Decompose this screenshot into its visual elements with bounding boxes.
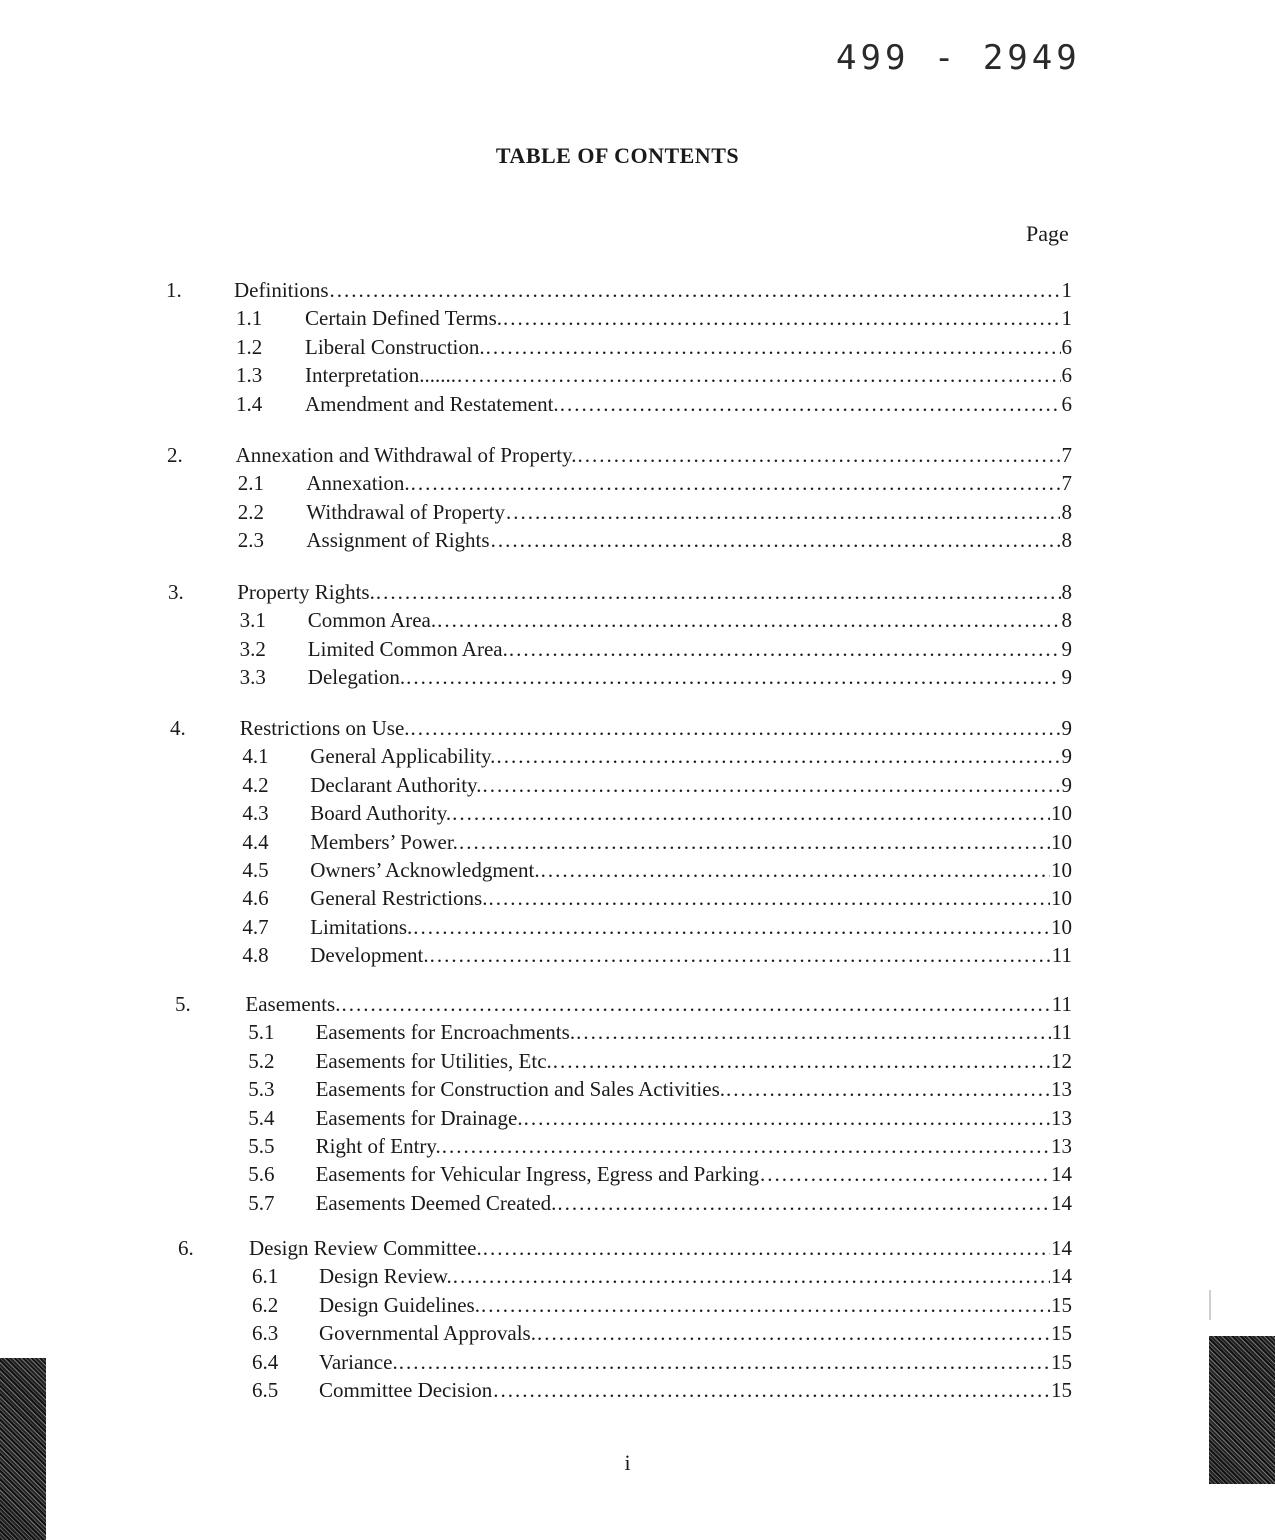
toc-entry-line xyxy=(306,498,1072,526)
toc-subsection-row xyxy=(242,856,1072,884)
toc-subsection-row xyxy=(252,1262,1072,1290)
toc-page-number: 13 xyxy=(1050,1077,1072,1101)
toc-label: Design Review. xyxy=(319,1264,452,1288)
toc-number: 4.3 xyxy=(242,801,269,825)
dot-leader xyxy=(506,498,1060,526)
toc-number: 1.4 xyxy=(236,392,263,416)
toc-number: 4.4 xyxy=(242,830,269,854)
dot-leader xyxy=(453,1262,1050,1290)
toc-page-number: 14 xyxy=(1051,1264,1072,1288)
toc-entry-line xyxy=(305,304,1072,332)
dot-leader xyxy=(496,742,1060,770)
toc-subsection-row xyxy=(248,1104,1072,1132)
toc-label: Easements for Encroachments. xyxy=(315,1020,576,1044)
toc-entry-line xyxy=(316,1047,1072,1075)
toc-entry-line xyxy=(319,1262,1072,1290)
toc-number: 6.3 xyxy=(252,1321,279,1345)
toc-page-number: 8 xyxy=(1061,608,1072,632)
toc-page-number: 10 xyxy=(1050,830,1072,854)
toc-number: 1. xyxy=(166,278,182,302)
dot-leader xyxy=(760,1160,1050,1188)
toc-page-number: 14 xyxy=(1050,1162,1072,1186)
toc-entry-line xyxy=(305,333,1072,361)
toc-number: 2.1 xyxy=(237,471,265,495)
toc-entry-line xyxy=(319,1376,1072,1404)
toc-label: Easements for Construction and Sales Activities. xyxy=(315,1077,726,1101)
toc-label: Annexation. xyxy=(306,471,410,495)
toc-number: 4.8 xyxy=(242,943,269,967)
toc-number: 3.2 xyxy=(239,637,266,661)
toc-subsection-row xyxy=(238,498,1072,526)
toc-number: 4.6 xyxy=(242,886,269,910)
toc-number: 5.4 xyxy=(248,1106,275,1130)
toc-subsection-row xyxy=(248,1075,1072,1103)
toc-page-number: 1 xyxy=(1061,278,1072,302)
toc-number: 5. xyxy=(175,992,191,1016)
toc-page-number: 14 xyxy=(1050,1191,1072,1215)
toc-page-number: 15 xyxy=(1051,1321,1072,1345)
toc-page-number: 11 xyxy=(1051,943,1072,967)
toc-number: 5.6 xyxy=(248,1162,275,1186)
toc-subsection-row xyxy=(242,828,1072,856)
toc-number: 4.7 xyxy=(242,915,269,939)
toc-entry-line xyxy=(316,1132,1072,1160)
dot-leader xyxy=(411,469,1061,497)
toc-page-number: 1 xyxy=(1061,306,1072,330)
toc-entry-line xyxy=(310,828,1072,856)
toc-number: 2.2 xyxy=(237,500,265,524)
toc-label: Easements Deemed Created. xyxy=(315,1191,557,1215)
toc-entry-line xyxy=(236,441,1072,469)
toc-entry-line xyxy=(310,799,1072,827)
toc-page-number: 10 xyxy=(1050,886,1072,910)
dot-leader xyxy=(493,1376,1050,1404)
footer-page-number: i xyxy=(624,1450,631,1475)
toc-entry-line xyxy=(310,856,1072,884)
toc-section-row xyxy=(167,441,1072,469)
toc-subsection-row xyxy=(242,913,1072,941)
toc-entry-line xyxy=(319,1291,1072,1319)
toc-label: Design Guidelines. xyxy=(319,1293,480,1317)
toc-page-number: 9 xyxy=(1061,637,1072,661)
toc-label: Common Area. xyxy=(307,608,437,632)
toc-label: Easements for Vehicular Ingress, Egress and Parking xyxy=(315,1162,759,1186)
toc-subsection-row xyxy=(242,771,1072,799)
toc-label: Property Rights. xyxy=(237,580,375,604)
toc-number: 6.2 xyxy=(252,1293,279,1317)
toc-page-number: 8 xyxy=(1061,580,1072,604)
toc-label: Board Authority. xyxy=(310,801,452,825)
dot-leader xyxy=(399,1348,1050,1376)
toc-page-number: 15 xyxy=(1051,1350,1072,1374)
toc-label: Restrictions on Use. xyxy=(239,716,410,740)
dot-leader xyxy=(488,884,1050,912)
toc-label: Liberal Construction. xyxy=(305,335,485,359)
toc-number: 1.3 xyxy=(236,363,263,387)
toc-label: Certain Defined Terms. xyxy=(305,306,502,330)
toc-entry-line xyxy=(310,941,1072,969)
toc-label: Declarant Authority. xyxy=(310,773,482,797)
dot-leader xyxy=(430,941,1051,969)
toc-page-number: 11 xyxy=(1051,992,1072,1016)
toc-subsection-row xyxy=(248,1160,1072,1188)
dot-leader xyxy=(459,828,1050,856)
toc-number: 4.5 xyxy=(242,858,269,882)
toc-subsection-row xyxy=(242,799,1072,827)
toc-entry-line xyxy=(234,276,1072,304)
toc-number: 6.1 xyxy=(252,1264,279,1288)
toc-page-number: 6 xyxy=(1061,363,1072,387)
toc-entry-line xyxy=(310,742,1072,770)
toc-page-number: 9 xyxy=(1061,773,1072,797)
toc-subsection-row xyxy=(240,606,1072,634)
dot-leader xyxy=(483,1234,1050,1262)
dot-leader xyxy=(376,578,1061,606)
toc-number: 1.1 xyxy=(236,306,263,330)
toc-entry-line xyxy=(305,361,1072,389)
toc-subsection-row xyxy=(236,361,1072,389)
toc-label: Interpretation....... xyxy=(305,363,457,387)
toc-subsection-row xyxy=(242,941,1072,969)
toc-subsection-row xyxy=(248,1047,1072,1075)
scan-speck xyxy=(1209,1290,1211,1320)
toc-page-number: 8 xyxy=(1061,500,1072,524)
toc-page-number: 15 xyxy=(1051,1293,1072,1317)
dot-leader xyxy=(457,361,1060,389)
dot-leader xyxy=(557,1189,1050,1217)
dot-leader xyxy=(491,526,1061,554)
toc-label: General Applicability. xyxy=(310,744,496,768)
toc-entry-line xyxy=(308,606,1072,634)
dot-leader xyxy=(411,714,1061,742)
dot-leader xyxy=(560,390,1061,418)
dot-leader xyxy=(537,1319,1050,1347)
toc-number: 4. xyxy=(170,716,186,740)
toc-page-number: 7 xyxy=(1061,443,1072,467)
toc-page-number: 13 xyxy=(1050,1134,1072,1158)
toc-number: 6.4 xyxy=(252,1350,279,1374)
dot-leader xyxy=(578,441,1061,469)
scan-artifact-right xyxy=(1209,1336,1275,1484)
toc-entry-line xyxy=(310,771,1072,799)
toc-entry-line xyxy=(308,635,1072,663)
document-stamp-number: 499 - 2949 xyxy=(836,38,1081,78)
toc-page-number: 9 xyxy=(1061,665,1072,689)
toc-entry-line xyxy=(237,578,1072,606)
toc-subsection-row xyxy=(252,1376,1072,1404)
toc-label: Committee Decision xyxy=(319,1378,493,1402)
toc-number: 1.2 xyxy=(236,335,263,359)
toc-label: Easements for Drainage. xyxy=(315,1106,523,1130)
toc-number: 5.7 xyxy=(248,1191,275,1215)
toc-label: Easements for Utilities, Etc. xyxy=(315,1049,552,1073)
toc-label: Design Review Committee. xyxy=(249,1236,482,1260)
toc-number: 4.2 xyxy=(242,773,269,797)
toc-label: Easements. xyxy=(245,992,341,1016)
toc-subsection-row xyxy=(238,469,1072,497)
toc-entry-line xyxy=(316,1018,1072,1046)
toc-page-number: 6 xyxy=(1061,392,1072,416)
dot-leader xyxy=(330,276,1061,304)
toc-subsection-row xyxy=(252,1291,1072,1319)
toc-number: 6. xyxy=(178,1236,194,1260)
toc-label: Limitations. xyxy=(310,915,413,939)
toc-page-number: 9 xyxy=(1061,716,1072,740)
toc-entry-line xyxy=(310,884,1072,912)
toc-label: Definitions xyxy=(234,278,329,302)
dot-leader xyxy=(406,663,1060,691)
toc-label: Amendment and Restatement. xyxy=(305,392,559,416)
toc-page-number: 15 xyxy=(1051,1378,1072,1402)
dot-leader xyxy=(481,1291,1050,1319)
toc-section-row xyxy=(175,990,1072,1018)
toc-entry-line xyxy=(306,526,1072,554)
dot-leader xyxy=(726,1075,1050,1103)
toc-entry-line xyxy=(306,469,1072,497)
toc-page-number: 9 xyxy=(1061,744,1072,768)
toc-entry-line xyxy=(249,1234,1072,1262)
toc-page-number: 6 xyxy=(1061,335,1072,359)
toc-label: General Restrictions. xyxy=(310,886,488,910)
toc-number: 2. xyxy=(167,443,183,467)
toc-entry-line xyxy=(245,990,1072,1018)
toc-entry-line xyxy=(305,390,1072,418)
toc-number: 3. xyxy=(168,580,184,604)
toc-page-number: 12 xyxy=(1050,1049,1072,1073)
dot-leader xyxy=(553,1047,1050,1075)
toc-number: 6.5 xyxy=(252,1378,279,1402)
toc-subsection-row xyxy=(252,1348,1072,1376)
toc-section-row xyxy=(168,578,1072,606)
toc-subsection-row xyxy=(242,884,1072,912)
dot-leader xyxy=(413,913,1050,941)
toc-number: 2.3 xyxy=(237,528,265,552)
toc-label: Annexation and Withdrawal of Property. xyxy=(235,443,577,467)
toc-entry-line xyxy=(308,663,1072,691)
toc-number: 4.1 xyxy=(242,744,269,768)
toc-label: Withdrawal of Property xyxy=(306,500,505,524)
dot-leader xyxy=(486,333,1061,361)
toc-page-number: 8 xyxy=(1061,528,1072,552)
toc-page-number: 10 xyxy=(1050,801,1072,825)
toc-page-number: 7 xyxy=(1061,471,1072,495)
toc-subsection-row xyxy=(236,333,1072,361)
dot-leader xyxy=(503,304,1061,332)
toc-entry-line xyxy=(316,1104,1072,1132)
toc-number: 3.3 xyxy=(239,665,266,689)
dot-leader xyxy=(482,771,1060,799)
toc-entry-line xyxy=(316,1075,1072,1103)
toc-page-number: 10 xyxy=(1050,915,1072,939)
toc-label: Development. xyxy=(310,943,429,967)
page-column-heading: Page xyxy=(1026,221,1069,246)
toc-subsection-row xyxy=(236,304,1072,332)
toc-section-row xyxy=(170,714,1072,742)
toc-label: Delegation. xyxy=(307,665,406,689)
toc-label: Limited Common Area. xyxy=(307,637,508,661)
toc-label: Assignment of Rights xyxy=(306,528,490,552)
toc-entry-line xyxy=(316,1160,1072,1188)
toc-subsection-row xyxy=(248,1018,1072,1046)
dot-leader xyxy=(442,1132,1050,1160)
toc-subsection-row xyxy=(238,526,1072,554)
toc-page-number: 14 xyxy=(1051,1236,1072,1260)
toc-page-number: 11 xyxy=(1051,1020,1072,1044)
toc-subsection-row xyxy=(248,1189,1072,1217)
toc-entry-line xyxy=(319,1319,1072,1347)
dot-leader xyxy=(509,635,1061,663)
toc-number: 5.3 xyxy=(248,1077,275,1101)
toc-page-number: 13 xyxy=(1050,1106,1072,1130)
toc-entry-line xyxy=(310,913,1072,941)
toc-entry-line xyxy=(319,1348,1072,1376)
toc-page-number: 10 xyxy=(1050,858,1072,882)
toc-subsection-row xyxy=(242,742,1072,770)
dot-leader xyxy=(576,1018,1051,1046)
dot-leader xyxy=(541,856,1050,884)
toc-label: Owners’ Acknowledgment. xyxy=(310,858,540,882)
dot-leader xyxy=(437,606,1060,634)
toc-section-row xyxy=(178,1234,1072,1262)
toc-subsection-row xyxy=(240,635,1072,663)
dot-leader xyxy=(341,990,1050,1018)
toc-subsection-row xyxy=(240,663,1072,691)
toc-number: 5.2 xyxy=(248,1049,275,1073)
toc-subsection-row xyxy=(248,1132,1072,1160)
toc-entry-line xyxy=(240,714,1072,742)
dot-leader xyxy=(452,799,1050,827)
toc-subsection-row xyxy=(252,1319,1072,1347)
page-title: TABLE OF CONTENTS xyxy=(495,143,740,168)
toc-label: Right of Entry. xyxy=(315,1134,441,1158)
scan-artifact-left xyxy=(0,1358,46,1540)
toc-entry-line xyxy=(316,1189,1072,1217)
toc-section-row xyxy=(166,276,1072,304)
toc-label: Variance. xyxy=(319,1350,398,1374)
toc-label: Governmental Approvals. xyxy=(319,1321,536,1345)
toc-subsection-row xyxy=(236,390,1072,418)
toc-number: 5.5 xyxy=(248,1134,275,1158)
toc-number: 5.1 xyxy=(248,1020,275,1044)
toc-label: Members’ Power. xyxy=(310,830,458,854)
toc-number: 3.1 xyxy=(239,608,266,632)
dot-leader xyxy=(524,1104,1050,1132)
